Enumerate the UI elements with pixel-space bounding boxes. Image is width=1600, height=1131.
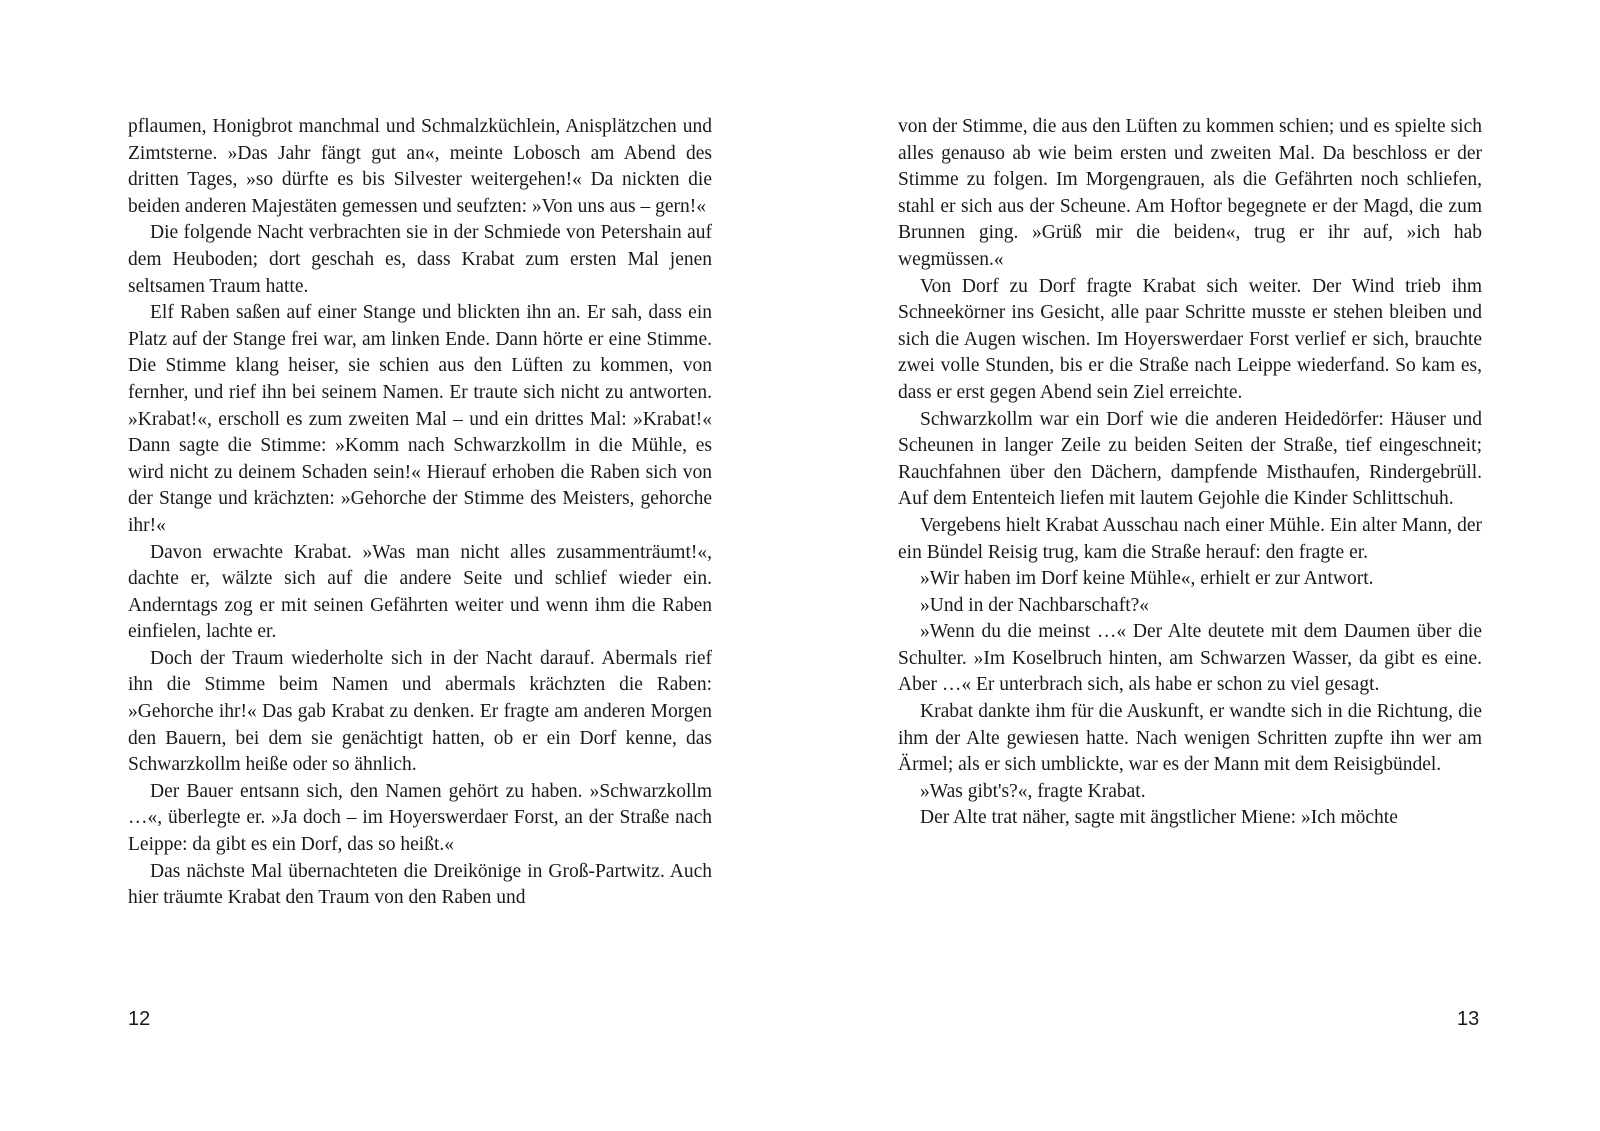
paragraph: Die folgende Nacht verbrachten sie in der Schmiede von Petershain auf dem Heuboden; dort geschah es, dass Krabat zum ersten Mal jenen seltsamen Traum hatte. — [128, 222, 712, 297]
paragraph: »Was gibt's?«, fragte Krabat. — [920, 780, 1146, 802]
paragraph: Davon erwachte Krabat. »Was man nicht alles zusammenträumt!«, dachte er, wälzte sich auf die andere Seite und schlief wieder ein. Anderntags zog er mit seinen Gefährten weiter und wenn ihm die Raben einfielen, lachte er. — [128, 541, 712, 643]
paragraph: Vergebens hielt Krabat Ausschau nach einer Mühle. Ein alter Mann, der ein Bündel Reisig trug, kam die Straße herauf: den fragte er. — [898, 514, 1482, 563]
page-number-left: 12 — [128, 1008, 151, 1030]
page-number-right: 13 — [1457, 1008, 1480, 1030]
right-page-body — [898, 114, 1482, 832]
paragraph: Krabat dankte ihm für die Auskunft, er wandte sich in die Richtung, die ihm der Alte gewiesen hatte. Nach wenigen Schritten zupfte ihn wer am Ärmel; als er sich umblickte, war es der Mann mit dem Reisigbündel. — [898, 701, 1482, 776]
paragraph: Von Dorf zu Dorf fragte Krabat sich weiter. Der Wind trieb ihm Schneekörner ins Gesicht, alle paar Schritte musste er stehen bleiben und sich die Augen wischen. Im Hoyerswerdaer Forst verlief er sich, brauchte zwei volle Stunden, bis er die Straße nach Leippe wiederfand. So kam es, dass er erst gegen Abend sein Ziel erreichte. — [898, 275, 1482, 403]
paragraph: Doch der Traum wiederholte sich in der Nacht darauf. Abermals rief ihn die Stimme beim Namen und abermals krächzten die Raben: »Gehorche ihr!« Das gab Krabat zu denken. Er fragte am anderen Morgen den Bauern, bei dem sie genächtigt hatten, ob er ein Dorf kenne, das Schwarzkollm heiße oder so ähnlich. — [128, 647, 712, 776]
paragraph: »Wenn du die meinst …« Der Alte deutete mit dem Daumen über die Schulter. »Im Koselbruch hinten, am Schwarzen Wasser, da gibt es eine. Aber …« Er unterbrach sich, als habe er schon zu viel gesagt. — [898, 621, 1482, 696]
paragraph: Der Alte trat näher, sagte mit ängstlicher Miene: »Ich möchte — [920, 807, 1398, 829]
paragraph: Das nächste Mal übernachteten die Dreikönige in Groß-Partwitz. Auch hier träumte Krabat den Traum von den Raben und — [128, 860, 712, 909]
paragraph: pflaumen, Honigbrot manchmal und Schmalzküchlein, Anisplätzchen und Zimtsterne. »Das Jahr fängt gut an«, meinte Lobosch am Abend des dritten Tages, »so dürfte es bis Silvester weitergehen!« Da nickten die beiden anderen Majestäten gemessen und seufzten: »Von uns aus – gern!« — [128, 116, 712, 217]
paragraph: Elf Raben saßen auf einer Stange und blickten ihn an. Er sah, dass ein Platz auf der Stange frei war, am linken Ende. Dann hörte er eine Stimme. Die Stimme klang heiser, sie schien aus den Lüften zu kommen, von fernher, und rief ihn bei seinem Namen. Er traute sich nicht zu antworten. »Krabat!«, erscholl es zum zweiten Mal – und ein drittes Mal: »Krabat!« Dann sagte die Stimme: »Komm nach Schwarzkollm in die Mühle, es wird nicht zu deinem Schaden sein!« Hierauf erhoben die Raben sich von der Stange und krächzten: »Gehorche der Stimme des Meisters, gehorche ihr!« — [128, 302, 712, 536]
paragraph: »Wir haben im Dorf keine Mühle«, erhielt er zur Antwort. — [920, 568, 1374, 590]
paragraph: von der Stimme, die aus den Lüften zu kommen schien; und es spielte sich alles genauso ab wie beim ersten und zweiten Mal. Da beschloss er der Stimme zu folgen. Im Morgengrauen, als die Gefährten noch schliefen, stahl er sich aus der Scheune. Am Hoftor begegnete er der Magd, die zum Brunnen ging. »Grüß mir die beiden«, trug er ihr auf, »ich hab wegmüssen.« — [898, 116, 1482, 270]
paragraph: Der Bauer entsann sich, den Namen gehört zu haben. »Schwarzkollm …«, überlegte er. »Ja doch – im Hoyerswerdaer Forst, an der Straße nach Leippe: da gibt es ein Dorf, das so heißt.« — [128, 780, 712, 856]
paragraph: Schwarzkollm war ein Dorf wie die anderen Heidedörfer: Häuser und Scheunen in langer Zeile zu beiden Seiten der Straße, tief eingeschneit; Rauchfahnen über den Dächern, dampfende Misthaufen, Rindergebrüll. Auf dem Ententeich liefen mit lautem Gejohle die Kinder Schlittschuh. — [898, 408, 1482, 510]
left-page-body — [128, 114, 712, 912]
paragraph: »Und in der Nachbarschaft?« — [920, 594, 1150, 616]
